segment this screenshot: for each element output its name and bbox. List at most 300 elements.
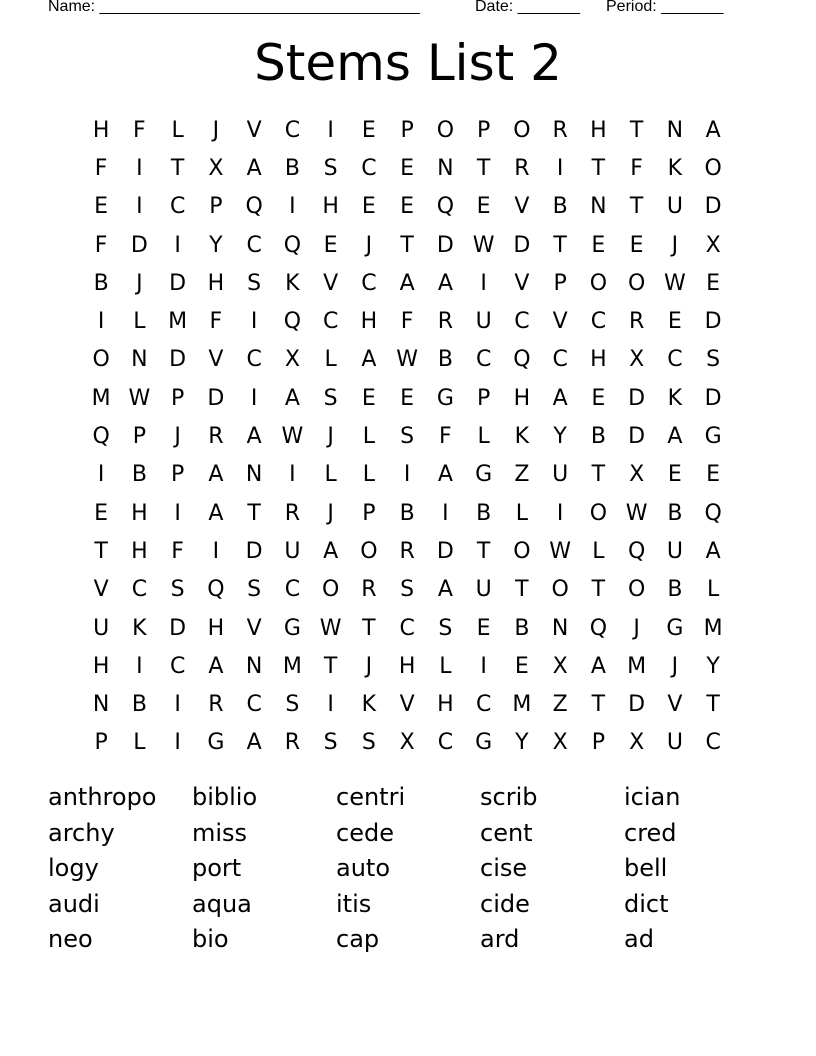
- grid-letter[interactable]: T: [476, 155, 491, 181]
- grid-letter[interactable]: O: [513, 538, 531, 564]
- grid-letter[interactable]: G: [436, 385, 454, 411]
- grid-letter[interactable]: T: [476, 538, 491, 564]
- grid-letter[interactable]: S: [323, 730, 338, 756]
- grid-letter[interactable]: D: [704, 385, 722, 411]
- grid-letter[interactable]: B: [476, 500, 492, 526]
- grid-letter[interactable]: A: [399, 270, 415, 296]
- grid-letter[interactable]: I: [174, 500, 181, 526]
- grid-letter[interactable]: C: [246, 347, 262, 373]
- grid-letter[interactable]: V: [399, 692, 415, 718]
- grid-letter[interactable]: Q: [92, 424, 110, 450]
- grid-letter[interactable]: D: [513, 232, 531, 258]
- grid-letter[interactable]: C: [169, 194, 186, 220]
- grid-letter[interactable]: H: [360, 309, 378, 335]
- grid-letter[interactable]: C: [667, 347, 683, 373]
- grid-letter[interactable]: I: [480, 270, 487, 296]
- grid-letter[interactable]: D: [628, 385, 646, 411]
- date-field[interactable]: Date: _______: [475, 0, 580, 15]
- grid-letter[interactable]: I: [174, 730, 181, 756]
- grid-letter[interactable]: Y: [553, 424, 567, 450]
- grid-letter[interactable]: U: [475, 309, 492, 335]
- grid-letter[interactable]: O: [92, 347, 110, 373]
- grid-letter[interactable]: P: [476, 385, 491, 411]
- grid-letter[interactable]: E: [629, 232, 644, 258]
- name-field[interactable]: Name: ____________________________________: [48, 0, 420, 15]
- grid-letter[interactable]: E: [361, 194, 376, 220]
- grid-letter[interactable]: Y: [209, 232, 223, 258]
- grid-letter[interactable]: M: [168, 309, 188, 335]
- grid-letter[interactable]: A: [208, 500, 224, 526]
- grid-letter[interactable]: N: [551, 615, 569, 641]
- grid-letter[interactable]: H: [131, 538, 148, 564]
- header-fields: [48, 0, 768, 20]
- grid-letter[interactable]: D: [130, 232, 148, 258]
- grid-letter[interactable]: C: [284, 117, 301, 143]
- grid-letter[interactable]: M: [512, 692, 532, 718]
- grid-letter[interactable]: L: [439, 653, 452, 679]
- grid-letter[interactable]: X: [284, 347, 300, 373]
- grid-letter[interactable]: S: [247, 577, 262, 603]
- grid-letter[interactable]: I: [327, 692, 334, 718]
- grid-letter[interactable]: D: [436, 232, 454, 258]
- grid-letter[interactable]: J: [671, 232, 679, 258]
- grid-letter[interactable]: O: [627, 270, 646, 296]
- grid-letter[interactable]: A: [437, 462, 453, 488]
- grid-letter[interactable]: P: [209, 194, 223, 220]
- grid-letter[interactable]: T: [94, 538, 108, 564]
- grid-letter[interactable]: O: [589, 500, 608, 526]
- grid-letter[interactable]: R: [628, 309, 645, 335]
- grid-letter[interactable]: G: [475, 730, 493, 756]
- grid-letter[interactable]: E: [400, 194, 415, 220]
- grid-letter[interactable]: V: [514, 194, 530, 220]
- grid-letter[interactable]: H: [590, 117, 607, 143]
- grid-letter[interactable]: C: [590, 309, 607, 335]
- grid-letter[interactable]: J: [633, 615, 640, 641]
- grid-letter[interactable]: I: [136, 653, 143, 679]
- grid-letter[interactable]: F: [439, 424, 452, 450]
- grid-letter[interactable]: E: [706, 462, 721, 488]
- grid-letter[interactable]: Q: [245, 194, 263, 220]
- grid-letter[interactable]: Y: [706, 653, 720, 679]
- grid-letter[interactable]: A: [208, 462, 224, 488]
- grid-letter[interactable]: T: [591, 462, 606, 488]
- grid-letter[interactable]: K: [132, 615, 147, 641]
- grid-letter[interactable]: S: [170, 577, 185, 603]
- grid-letter[interactable]: T: [247, 500, 261, 526]
- grid-letter[interactable]: T: [553, 232, 567, 258]
- grid-letter[interactable]: I: [556, 500, 564, 526]
- grid-letter[interactable]: V: [208, 347, 224, 373]
- grid-letter[interactable]: P: [553, 270, 567, 296]
- grid-letter[interactable]: G: [475, 462, 493, 488]
- grid-letter[interactable]: X: [705, 232, 721, 258]
- grid-letter[interactable]: E: [400, 385, 415, 411]
- grid-letter[interactable]: O: [704, 155, 722, 181]
- grid-letter[interactable]: C: [437, 730, 454, 756]
- grid-letter[interactable]: H: [207, 615, 225, 641]
- grid-letter[interactable]: W: [396, 347, 418, 373]
- word-list-item: cap: [336, 925, 380, 953]
- grid-letter[interactable]: T: [515, 577, 529, 603]
- grid-letter[interactable]: C: [361, 270, 377, 296]
- grid-letter[interactable]: W: [281, 424, 304, 450]
- grid-letter[interactable]: L: [362, 424, 375, 450]
- grid-letter[interactable]: R: [399, 538, 415, 564]
- grid-letter[interactable]: X: [208, 155, 224, 181]
- grid-letter[interactable]: I: [174, 692, 181, 718]
- grid-letter[interactable]: W: [625, 500, 648, 526]
- grid-letter[interactable]: D: [169, 270, 187, 296]
- grid-letter[interactable]: J: [671, 653, 679, 679]
- grid-letter[interactable]: L: [362, 462, 375, 488]
- grid-letter[interactable]: F: [209, 309, 223, 335]
- grid-letter[interactable]: H: [590, 347, 607, 373]
- grid-letter[interactable]: K: [285, 270, 300, 296]
- grid-letter[interactable]: Q: [283, 232, 302, 258]
- grid-letter[interactable]: B: [437, 347, 453, 373]
- grid-letter[interactable]: V: [246, 615, 262, 641]
- grid-letter[interactable]: H: [513, 385, 531, 411]
- grid-letter[interactable]: P: [170, 385, 185, 411]
- grid-letter[interactable]: T: [629, 194, 644, 220]
- grid-letter[interactable]: I: [136, 155, 143, 181]
- grid-letter[interactable]: T: [400, 232, 414, 258]
- grid-letter[interactable]: T: [629, 117, 644, 143]
- grid-letter[interactable]: I: [136, 194, 143, 220]
- grid-letter[interactable]: A: [705, 538, 721, 564]
- grid-letter[interactable]: T: [706, 692, 720, 718]
- grid-letter[interactable]: T: [591, 692, 606, 718]
- grid-letter[interactable]: L: [477, 424, 490, 450]
- grid-letter[interactable]: L: [133, 309, 146, 335]
- grid-letter[interactable]: R: [284, 730, 301, 756]
- grid-letter[interactable]: O: [551, 577, 569, 603]
- grid-letter[interactable]: V: [246, 117, 262, 143]
- grid-letter[interactable]: E: [591, 232, 606, 258]
- grid-letter[interactable]: U: [284, 538, 301, 564]
- grid-letter[interactable]: C: [246, 692, 262, 718]
- grid-letter[interactable]: D: [169, 615, 187, 641]
- grid-letter[interactable]: G: [283, 615, 301, 641]
- grid-letter[interactable]: E: [361, 117, 376, 143]
- grid-letter[interactable]: F: [133, 117, 146, 143]
- grid-letter[interactable]: U: [93, 615, 110, 641]
- grid-letter[interactable]: W: [319, 615, 342, 641]
- grid-letter[interactable]: H: [92, 653, 110, 679]
- grid-letter[interactable]: J: [136, 270, 143, 296]
- grid-letter[interactable]: X: [629, 347, 645, 373]
- grid-letter[interactable]: Q: [513, 347, 531, 373]
- grid-letter[interactable]: C: [361, 155, 377, 181]
- grid-letter[interactable]: J: [365, 653, 373, 679]
- grid-letter[interactable]: E: [323, 232, 338, 258]
- grid-letter[interactable]: M: [91, 385, 111, 411]
- grid-letter[interactable]: P: [362, 500, 376, 526]
- grid-letter[interactable]: S: [400, 577, 415, 603]
- grid-letter[interactable]: H: [207, 270, 225, 296]
- grid-letter[interactable]: S: [400, 424, 415, 450]
- grid-letter[interactable]: N: [131, 347, 148, 373]
- grid-letter[interactable]: E: [94, 500, 109, 526]
- grid-letter[interactable]: N: [245, 462, 263, 488]
- grid-letter[interactable]: O: [513, 117, 531, 143]
- grid-letter[interactable]: R: [208, 692, 224, 718]
- grid-letter[interactable]: S: [361, 730, 376, 756]
- grid-letter[interactable]: C: [705, 730, 721, 756]
- grid-letter[interactable]: B: [552, 194, 568, 220]
- grid-letter[interactable]: C: [322, 309, 339, 335]
- grid-letter[interactable]: M: [282, 653, 302, 679]
- grid-letter[interactable]: X: [399, 730, 415, 756]
- grid-letter[interactable]: H: [437, 692, 454, 718]
- grid-letter[interactable]: J: [365, 232, 373, 258]
- grid-letter[interactable]: E: [94, 194, 109, 220]
- grid-letter[interactable]: K: [361, 692, 377, 718]
- grid-letter[interactable]: I: [250, 385, 258, 411]
- grid-letter[interactable]: R: [437, 309, 454, 335]
- grid-letter[interactable]: A: [323, 538, 339, 564]
- grid-letter[interactable]: K: [667, 155, 683, 181]
- grid-row: [82, 609, 732, 647]
- grid-letter[interactable]: G: [704, 424, 722, 450]
- grid-letter[interactable]: X: [552, 730, 568, 756]
- grid-letter[interactable]: B: [590, 424, 606, 450]
- period-field[interactable]: Period: _______: [606, 0, 724, 15]
- grid-letter[interactable]: C: [284, 577, 301, 603]
- grid-letter[interactable]: P: [400, 117, 414, 143]
- grid-letter[interactable]: I: [97, 309, 105, 335]
- grid-letter[interactable]: Q: [207, 577, 225, 603]
- grid-letter[interactable]: A: [246, 730, 262, 756]
- grid-letter[interactable]: T: [591, 577, 606, 603]
- grid-letter[interactable]: I: [212, 538, 220, 564]
- grid-letter[interactable]: U: [552, 462, 569, 488]
- grid-letter[interactable]: D: [245, 538, 263, 564]
- grid-letter[interactable]: G: [207, 730, 225, 756]
- grid-letter[interactable]: O: [321, 577, 340, 603]
- grid-letter[interactable]: S: [323, 155, 338, 181]
- grid-letter[interactable]: T: [323, 653, 338, 679]
- grid-letter[interactable]: R: [361, 577, 377, 603]
- grid-letter[interactable]: J: [174, 424, 181, 450]
- grid-letter[interactable]: V: [323, 270, 339, 296]
- grid-letter[interactable]: A: [437, 577, 453, 603]
- word-list-item: anthropo: [48, 783, 157, 811]
- grid-letter[interactable]: I: [289, 194, 296, 220]
- grid-letter[interactable]: R: [284, 500, 301, 526]
- grid-letter[interactable]: Q: [589, 615, 608, 641]
- grid-letter[interactable]: J: [327, 424, 334, 450]
- grid-letter[interactable]: P: [170, 462, 185, 488]
- grid-letter[interactable]: Q: [627, 538, 646, 564]
- grid-letter[interactable]: A: [705, 117, 721, 143]
- grid-letter[interactable]: N: [92, 692, 110, 718]
- grid-letter[interactable]: E: [476, 194, 491, 220]
- grid-letter[interactable]: A: [667, 424, 683, 450]
- grid-letter[interactable]: U: [475, 577, 492, 603]
- grid-letter[interactable]: E: [667, 309, 682, 335]
- grid-letter[interactable]: C: [246, 232, 262, 258]
- grid-letter[interactable]: F: [400, 309, 414, 335]
- grid-letter[interactable]: D: [628, 424, 646, 450]
- grid-letter[interactable]: I: [480, 653, 487, 679]
- grid-letter[interactable]: R: [552, 117, 568, 143]
- grid-letter[interactable]: H: [131, 500, 148, 526]
- grid-letter[interactable]: C: [552, 347, 568, 373]
- grid-letter[interactable]: I: [442, 500, 449, 526]
- word-list-item: aqua: [192, 889, 252, 918]
- grid-letter[interactable]: R: [514, 155, 530, 181]
- grid-letter[interactable]: B: [667, 500, 683, 526]
- grid-letter[interactable]: U: [666, 194, 683, 220]
- grid-letter[interactable]: G: [666, 615, 684, 641]
- grid-letter[interactable]: D: [207, 385, 225, 411]
- grid-letter[interactable]: T: [362, 615, 376, 641]
- grid-letter[interactable]: B: [131, 692, 147, 718]
- grid-letter[interactable]: L: [324, 347, 337, 373]
- grid-letter[interactable]: K: [514, 424, 530, 450]
- grid-letter[interactable]: F: [171, 538, 184, 564]
- grid-letter[interactable]: I: [250, 309, 258, 335]
- grid-letter[interactable]: A: [246, 155, 262, 181]
- grid-letter[interactable]: Q: [283, 309, 302, 335]
- grid-letter[interactable]: A: [361, 347, 377, 373]
- grid-letter[interactable]: S: [323, 385, 338, 411]
- grid-letter[interactable]: B: [514, 615, 530, 641]
- grid-letter[interactable]: U: [666, 730, 683, 756]
- grid-letter[interactable]: T: [170, 155, 185, 181]
- grid-letter[interactable]: Z: [514, 462, 530, 488]
- grid-letter[interactable]: E: [514, 653, 529, 679]
- grid-letter[interactable]: I: [97, 462, 105, 488]
- grid-letter[interactable]: K: [667, 385, 683, 411]
- grid-letter[interactable]: A: [590, 653, 606, 679]
- grid-letter[interactable]: C: [131, 577, 148, 603]
- grid-letter[interactable]: O: [360, 538, 378, 564]
- grid-letter[interactable]: V: [552, 309, 568, 335]
- grid-letter[interactable]: C: [475, 347, 492, 373]
- grid-letter[interactable]: O: [627, 577, 646, 603]
- grid-letter[interactable]: X: [629, 730, 645, 756]
- grid-letter[interactable]: O: [436, 117, 455, 143]
- grid-letter[interactable]: A: [246, 424, 262, 450]
- grid-letter[interactable]: M: [627, 653, 647, 679]
- grid-letter[interactable]: Z: [552, 692, 568, 718]
- grid-letter[interactable]: A: [284, 385, 300, 411]
- grid-letter[interactable]: Q: [704, 500, 722, 526]
- grid-letter[interactable]: S: [285, 692, 300, 718]
- grid-letter[interactable]: X: [629, 462, 645, 488]
- grid-letter[interactable]: I: [556, 155, 564, 181]
- grid-letter[interactable]: W: [128, 385, 151, 411]
- grid-letter[interactable]: E: [476, 615, 491, 641]
- grid-letter[interactable]: P: [476, 117, 491, 143]
- grid-letter[interactable]: F: [630, 155, 643, 181]
- grid-letter[interactable]: P: [132, 424, 147, 450]
- grid-letter[interactable]: H: [92, 117, 110, 143]
- grid-letter[interactable]: N: [245, 653, 263, 679]
- grid-letter[interactable]: L: [592, 538, 605, 564]
- grid-letter[interactable]: T: [591, 155, 606, 181]
- grid-letter[interactable]: S: [438, 615, 453, 641]
- grid-letter[interactable]: R: [208, 424, 224, 450]
- grid-letter[interactable]: E: [706, 270, 721, 296]
- grid-letter[interactable]: D: [704, 309, 722, 335]
- grid-letter[interactable]: W: [472, 232, 495, 258]
- grid-letter[interactable]: I: [403, 462, 411, 488]
- grid-letter[interactable]: S: [247, 270, 262, 296]
- grid-letter[interactable]: B: [284, 155, 300, 181]
- grid-letter[interactable]: L: [133, 730, 146, 756]
- grid-letter[interactable]: O: [589, 270, 608, 296]
- grid-letter[interactable]: S: [706, 347, 721, 373]
- grid-letter[interactable]: U: [666, 538, 683, 564]
- grid-row: [82, 494, 732, 532]
- grid-letter[interactable]: B: [399, 500, 415, 526]
- grid-letter[interactable]: E: [400, 155, 415, 181]
- grid-letter[interactable]: M: [703, 615, 723, 641]
- grid-letter[interactable]: C: [475, 692, 492, 718]
- grid-letter[interactable]: I: [327, 117, 334, 143]
- grid-letter[interactable]: H: [322, 194, 339, 220]
- grid-letter[interactable]: C: [399, 615, 415, 641]
- word-list-item: cent: [480, 818, 533, 847]
- grid-letter[interactable]: A: [208, 653, 224, 679]
- grid-letter[interactable]: D: [169, 347, 187, 373]
- grid-letter[interactable]: N: [590, 194, 607, 220]
- grid-letter[interactable]: Y: [515, 730, 529, 756]
- grid-letter[interactable]: I: [289, 462, 296, 488]
- word-list-item: miss: [192, 818, 248, 847]
- grid-letter[interactable]: V: [514, 270, 530, 296]
- grid-letter[interactable]: N: [437, 155, 454, 181]
- grid-letter[interactable]: H: [398, 653, 416, 679]
- grid-letter[interactable]: W: [663, 270, 686, 296]
- grid-letter[interactable]: V: [93, 577, 109, 603]
- grid-letter[interactable]: D: [628, 692, 646, 718]
- grid-letter[interactable]: V: [667, 692, 683, 718]
- grid-letter[interactable]: F: [94, 232, 108, 258]
- grid-letter[interactable]: D: [436, 538, 454, 564]
- grid-letter[interactable]: J: [327, 500, 334, 526]
- grid-letter[interactable]: W: [549, 538, 571, 564]
- grid-letter[interactable]: E: [591, 385, 606, 411]
- grid-letter[interactable]: C: [514, 309, 530, 335]
- grid-letter[interactable]: B: [667, 577, 683, 603]
- grid-letter[interactable]: F: [94, 155, 108, 181]
- grid-letter[interactable]: A: [552, 385, 568, 411]
- grid-letter[interactable]: B: [93, 270, 109, 296]
- grid-letter[interactable]: N: [666, 117, 684, 143]
- grid-letter[interactable]: L: [171, 117, 184, 143]
- grid-letter[interactable]: D: [704, 194, 722, 220]
- grid-letter[interactable]: J: [212, 117, 220, 143]
- grid-letter[interactable]: E: [667, 462, 682, 488]
- grid-letter[interactable]: L: [324, 462, 337, 488]
- grid-letter[interactable]: P: [591, 730, 606, 756]
- grid-letter[interactable]: B: [131, 462, 147, 488]
- grid-letter[interactable]: A: [437, 270, 453, 296]
- grid-letter[interactable]: L: [706, 577, 720, 603]
- grid-letter[interactable]: L: [515, 500, 528, 526]
- grid-letter[interactable]: I: [174, 232, 181, 258]
- grid-letter[interactable]: Q: [436, 194, 455, 220]
- grid-letter[interactable]: X: [552, 653, 568, 679]
- grid-letter[interactable]: P: [94, 730, 108, 756]
- grid-letter[interactable]: C: [169, 653, 186, 679]
- grid-letter[interactable]: E: [361, 385, 376, 411]
